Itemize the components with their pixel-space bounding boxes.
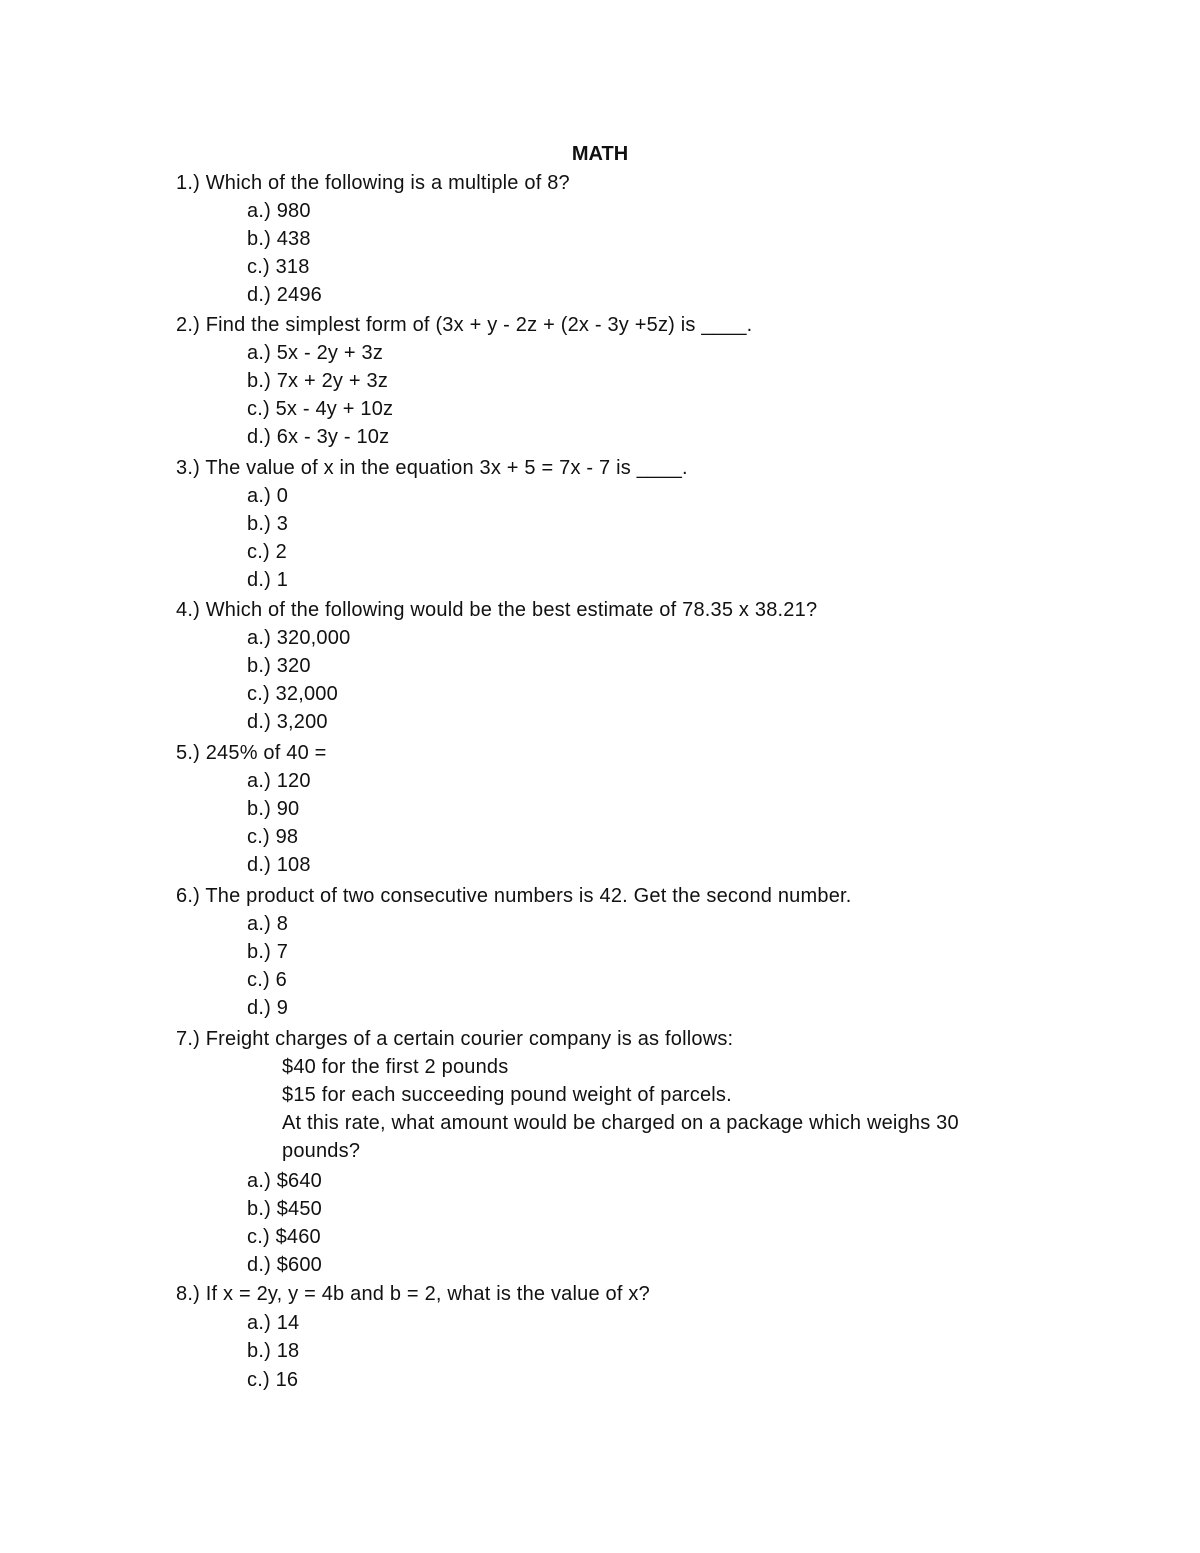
option: c.) 16 xyxy=(247,1369,299,1391)
option: b.) 320 xyxy=(247,655,311,677)
option: d.) 108 xyxy=(247,854,311,876)
option: c.) 5x - 4y + 10z xyxy=(247,398,394,420)
question-text: Freight charges of a certain courier company is as follows: xyxy=(205,1028,734,1050)
question-2 xyxy=(176,311,752,339)
question-text: Find the simplest form of (3x + y - 2z + (2x - 3y +5z) is ____. xyxy=(205,314,753,336)
option: b.) 7x + 2y + 3z xyxy=(247,370,389,392)
option: a.) 8 xyxy=(247,913,289,935)
question-detail: $40 for the first 2 pounds xyxy=(282,1056,509,1078)
option: d.) 3,200 xyxy=(247,711,328,733)
question-text: If x = 2y, y = 4b and b = 2, what is the value of x? xyxy=(205,1283,650,1305)
option: c.) 318 xyxy=(247,256,310,278)
question-number: 4.) xyxy=(176,599,200,621)
option: a.) $640 xyxy=(247,1170,322,1192)
question-text: The value of x in the equation 3x + 5 = 7x - 7 is ____. xyxy=(205,457,688,479)
question-number: 5.) xyxy=(176,742,200,764)
option: d.) 1 xyxy=(247,569,289,591)
question-detail: At this rate, what amount would be charged on a package which weighs 30 xyxy=(282,1112,959,1134)
question-number: 1.) xyxy=(176,172,200,194)
question-text: The product of two consecutive numbers is 42. Get the second number. xyxy=(205,885,852,907)
option: b.) $450 xyxy=(247,1198,322,1220)
question-number: 7.) xyxy=(176,1028,200,1050)
option: d.) 9 xyxy=(247,997,289,1019)
option: a.) 14 xyxy=(247,1312,300,1334)
option: a.) 120 xyxy=(247,770,311,792)
option: c.) 32,000 xyxy=(247,683,338,705)
question-number: 6.) xyxy=(176,885,200,907)
question-detail: $15 for each succeeding pound weight of parcels. xyxy=(282,1084,732,1106)
option: c.) $460 xyxy=(247,1226,321,1248)
question-number: 2.) xyxy=(176,314,200,336)
question-1 xyxy=(176,169,570,197)
question-3 xyxy=(176,454,688,482)
option: a.) 320,000 xyxy=(247,627,351,649)
option: b.) 3 xyxy=(247,513,289,535)
question-5 xyxy=(176,739,327,767)
question-6 xyxy=(176,882,852,910)
option: d.) $600 xyxy=(247,1254,322,1276)
option: c.) 6 xyxy=(247,969,287,991)
question-number: 3.) xyxy=(176,457,200,479)
question-text: 245% of 40 = xyxy=(205,742,327,764)
option: a.) 980 xyxy=(247,200,311,222)
question-number: 8.) xyxy=(176,1283,200,1305)
option: b.) 7 xyxy=(247,941,289,963)
option: a.) 0 xyxy=(247,485,289,507)
option: c.) 98 xyxy=(247,826,299,848)
option: c.) 2 xyxy=(247,541,287,563)
question-7 xyxy=(176,1025,733,1053)
question-detail: pounds? xyxy=(282,1140,361,1162)
option: b.) 18 xyxy=(247,1340,300,1362)
page-title: MATH xyxy=(571,143,629,165)
option: a.) 5x - 2y + 3z xyxy=(247,342,384,364)
option: b.) 438 xyxy=(247,228,311,250)
question-4 xyxy=(176,596,817,624)
option: d.) 6x - 3y - 10z xyxy=(247,426,390,448)
question-text: Which of the following would be the best estimate of 78.35 x 38.21? xyxy=(205,599,818,621)
question-text: Which of the following is a multiple of 8? xyxy=(205,172,570,194)
option: b.) 90 xyxy=(247,798,300,820)
question-8 xyxy=(176,1280,650,1308)
option: d.) 2496 xyxy=(247,284,322,306)
